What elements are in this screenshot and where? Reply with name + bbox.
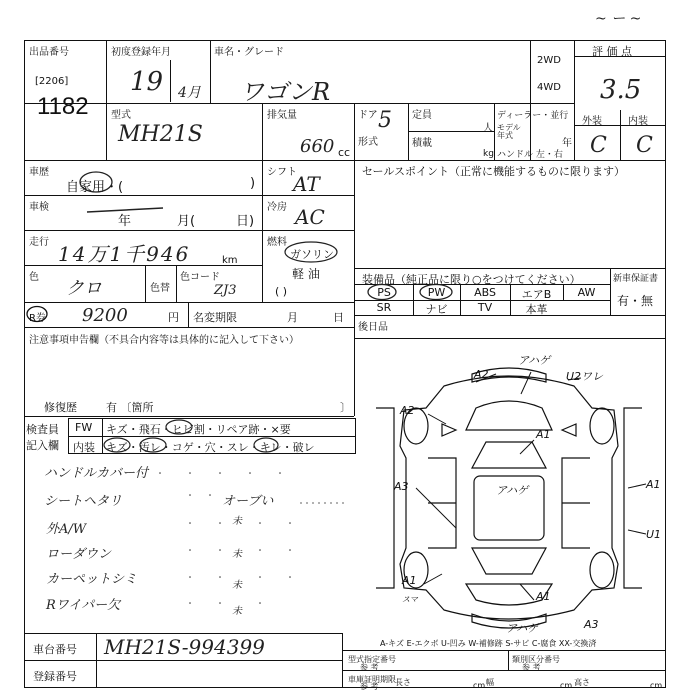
steering-label: ハンドル 左・右 bbox=[497, 150, 563, 160]
fw-label: FW bbox=[75, 421, 93, 434]
car-name-label: 車名・グレード bbox=[214, 47, 284, 58]
plate-label: 車庫証明期限 bbox=[348, 675, 396, 684]
equip-abs: ABS bbox=[474, 286, 496, 299]
form-cert-ref: 参 考 bbox=[360, 663, 379, 672]
aux-mark-4: 未 bbox=[232, 580, 242, 591]
aux-mark-3: 未 bbox=[232, 549, 242, 560]
rating-label: 評 価 点 bbox=[592, 45, 632, 58]
mark-a2-front: A2 bbox=[474, 368, 489, 381]
dealer-label: ディーラー・並行 bbox=[497, 111, 569, 121]
history-circle bbox=[78, 170, 114, 194]
mark-u2: U2ワレ bbox=[566, 370, 604, 383]
load-label: 積載 bbox=[412, 138, 432, 149]
hw-note-5: カーペットシミ bbox=[46, 572, 138, 587]
mark-a3-rear: A3 bbox=[584, 618, 599, 631]
aux-mark-2: 未 bbox=[232, 516, 242, 527]
mileage-unit: km bbox=[222, 255, 238, 266]
mark-a1-hood: A1 bbox=[536, 428, 551, 441]
aux-mark-1: オーブい bbox=[222, 494, 274, 509]
equip-airbag: エアB bbox=[521, 288, 552, 301]
car-name: ワゴンR bbox=[240, 78, 331, 106]
notes-title: 注意事項申告欄（不具合内容等は具体的に記入して下さい） bbox=[29, 335, 299, 346]
warranty-value: 有・無 bbox=[617, 294, 654, 308]
drive-2wd: 2WD bbox=[537, 55, 561, 66]
recycle-label: R券 bbox=[29, 313, 46, 324]
equipment-title: 装備品（純正品に限り○をつけてください） bbox=[362, 273, 581, 286]
mark-suma: スマ bbox=[402, 595, 418, 604]
warranty-label: 新車保証書 bbox=[613, 274, 659, 284]
height-unit: cm bbox=[650, 681, 663, 690]
length-unit: cm bbox=[473, 681, 486, 690]
name-change-day: 日 bbox=[333, 311, 344, 324]
equip-aw: AW bbox=[577, 286, 596, 299]
mark-a1-rear-left: A1 bbox=[402, 574, 417, 587]
inspector-circles bbox=[100, 418, 340, 454]
hw-note-4: ローダウン bbox=[46, 547, 112, 562]
inspector-label-2: 記入欄 bbox=[26, 439, 59, 452]
item-no-label: 出品番号 bbox=[29, 47, 69, 58]
interior-label: 内装 bbox=[628, 116, 648, 127]
equip-navi: ナビ bbox=[425, 303, 448, 316]
mileage: 14万1千946 bbox=[58, 242, 191, 266]
equip-circles bbox=[360, 283, 460, 301]
inspection-label: 車検 bbox=[29, 202, 49, 213]
int-text: キズ・汚レ・コゲ・穴・スレ・キレ・破レ bbox=[106, 441, 315, 454]
history-close: ) bbox=[250, 176, 256, 191]
shift-label: シフト bbox=[267, 167, 297, 178]
mark-ahage-roof: アハゲ bbox=[496, 484, 529, 497]
chassis-label: 車台番号 bbox=[33, 643, 77, 656]
mark-u1-right: U1 bbox=[646, 528, 662, 541]
history-label: 車歴 bbox=[29, 167, 49, 178]
name-change-label: 名変期限 bbox=[193, 311, 237, 324]
fuel-diesel: 軽 油 bbox=[292, 267, 320, 281]
chassis: MH21S-994399 bbox=[104, 635, 265, 659]
diagram-legend: A-キズ E-エクボ U-凹み W-補修跡 S-サビ C-腐食 XX-交換済 bbox=[380, 639, 597, 648]
color: クロ bbox=[66, 278, 102, 299]
color-label: 色 bbox=[29, 272, 39, 283]
displacement-unit: cc bbox=[338, 146, 351, 159]
drive-4wd: 4WD bbox=[537, 82, 561, 93]
mileage-label: 走行 bbox=[29, 237, 49, 248]
hw-note-3: 外A/W bbox=[46, 522, 87, 537]
aux-mark-5: 未 bbox=[232, 606, 242, 617]
repair-label: 修復歴 bbox=[44, 401, 77, 414]
category-code-label: 類別区分番号 bbox=[512, 655, 560, 664]
item-code: [2206] bbox=[35, 76, 69, 87]
capacity-label: 定員 bbox=[412, 110, 432, 121]
equip-pw: PW bbox=[427, 286, 446, 299]
after-label: 後日品 bbox=[358, 322, 388, 333]
model-label: 型式 bbox=[111, 110, 131, 121]
first-reg-month: 4月 bbox=[178, 85, 201, 101]
item-no: 1182 bbox=[37, 93, 89, 120]
shift: AT bbox=[293, 172, 320, 196]
doors-label: ドア bbox=[358, 110, 378, 121]
name-change-month: 月 bbox=[287, 311, 298, 324]
color-code: ZJ3 bbox=[214, 283, 237, 298]
mark-ahage-rear: アハゲ bbox=[506, 622, 539, 635]
first-reg-year: 19 bbox=[130, 67, 164, 97]
width-label: 幅 bbox=[486, 678, 494, 687]
repair-close: 〕 bbox=[340, 401, 351, 414]
fuel-label: 燃料 bbox=[267, 237, 287, 248]
height-label: 高さ bbox=[574, 678, 590, 687]
sales-title: セールスポイント（正常に機能するものに限ります） bbox=[362, 165, 626, 178]
exterior-grade: C bbox=[590, 133, 607, 158]
first-reg-label: 初度登録年月 bbox=[111, 47, 171, 58]
hw-note-1: ハンドルカバー付 bbox=[44, 466, 149, 481]
year-unit: 年 bbox=[562, 138, 572, 149]
mark-a1-rear: A1 bbox=[536, 590, 551, 603]
ac: AC bbox=[295, 205, 325, 229]
reg-label: 登録番号 bbox=[33, 670, 77, 683]
inspection-day: 日) bbox=[236, 214, 255, 229]
form-cert-label: 型式指定番号 bbox=[348, 655, 396, 664]
load-unit: kg bbox=[483, 149, 494, 159]
rating: 3.5 bbox=[600, 75, 642, 105]
car-diagram bbox=[356, 338, 666, 638]
shape-label: 形式 bbox=[358, 137, 378, 148]
mark-a1-right: A1 bbox=[646, 478, 661, 491]
fuel-paren: ( ) bbox=[275, 285, 288, 298]
mark-ahage-front: アハゲ bbox=[518, 354, 551, 367]
width-unit: cm bbox=[560, 681, 573, 690]
ac-label: 冷房 bbox=[267, 202, 287, 213]
fw-text: キズ・飛石・ヒビ割・リペア跡・×要 bbox=[106, 423, 291, 436]
model-year-label: モデル 年式 bbox=[497, 123, 521, 140]
mark-a2-left: A2 bbox=[400, 404, 415, 417]
equip-ps: PS bbox=[377, 286, 391, 299]
displacement: 660 bbox=[300, 136, 335, 157]
hw-note-6: Rワイパー欠 bbox=[46, 598, 121, 613]
repair-value: 有 〔箇所 bbox=[106, 401, 154, 414]
recycle-value: 9200 bbox=[82, 305, 128, 326]
mark-a3-left: A3 bbox=[394, 480, 409, 493]
exterior-label: 外装 bbox=[582, 116, 602, 127]
displacement-label: 排気量 bbox=[267, 110, 297, 121]
inspection-year: 年 bbox=[118, 214, 132, 229]
hw-dot-leaders bbox=[150, 465, 360, 615]
hw-note-2: シートヘタリ bbox=[44, 494, 123, 509]
plate-ref: 参 考 bbox=[360, 682, 379, 691]
category-code-ref: 参 考 bbox=[522, 663, 541, 672]
color-change-label: 色替 bbox=[150, 283, 170, 294]
color-code-label: 色コード bbox=[180, 272, 220, 283]
model: MH21S bbox=[118, 122, 203, 147]
doors: 5 bbox=[378, 108, 392, 133]
inspector-label-1: 検査員 bbox=[26, 423, 59, 436]
int-label: 内装 bbox=[73, 441, 95, 454]
capacity-unit: 人 bbox=[483, 123, 493, 134]
recycle-unit: 円 bbox=[168, 311, 179, 324]
corner-scribble: ~ ー ~ bbox=[595, 11, 642, 27]
inspection-month: 月( bbox=[177, 214, 196, 229]
fuel-gas: ガソリン bbox=[290, 248, 334, 261]
length-label: 長さ bbox=[395, 678, 411, 687]
history-value: 自家用・( bbox=[66, 180, 124, 195]
equip-leather: 本革 bbox=[525, 303, 548, 316]
interior-grade: C bbox=[636, 133, 653, 158]
equip-tv: TV bbox=[477, 301, 493, 314]
fuel-gas-circle bbox=[283, 240, 339, 264]
equip-sr: SR bbox=[376, 301, 392, 314]
